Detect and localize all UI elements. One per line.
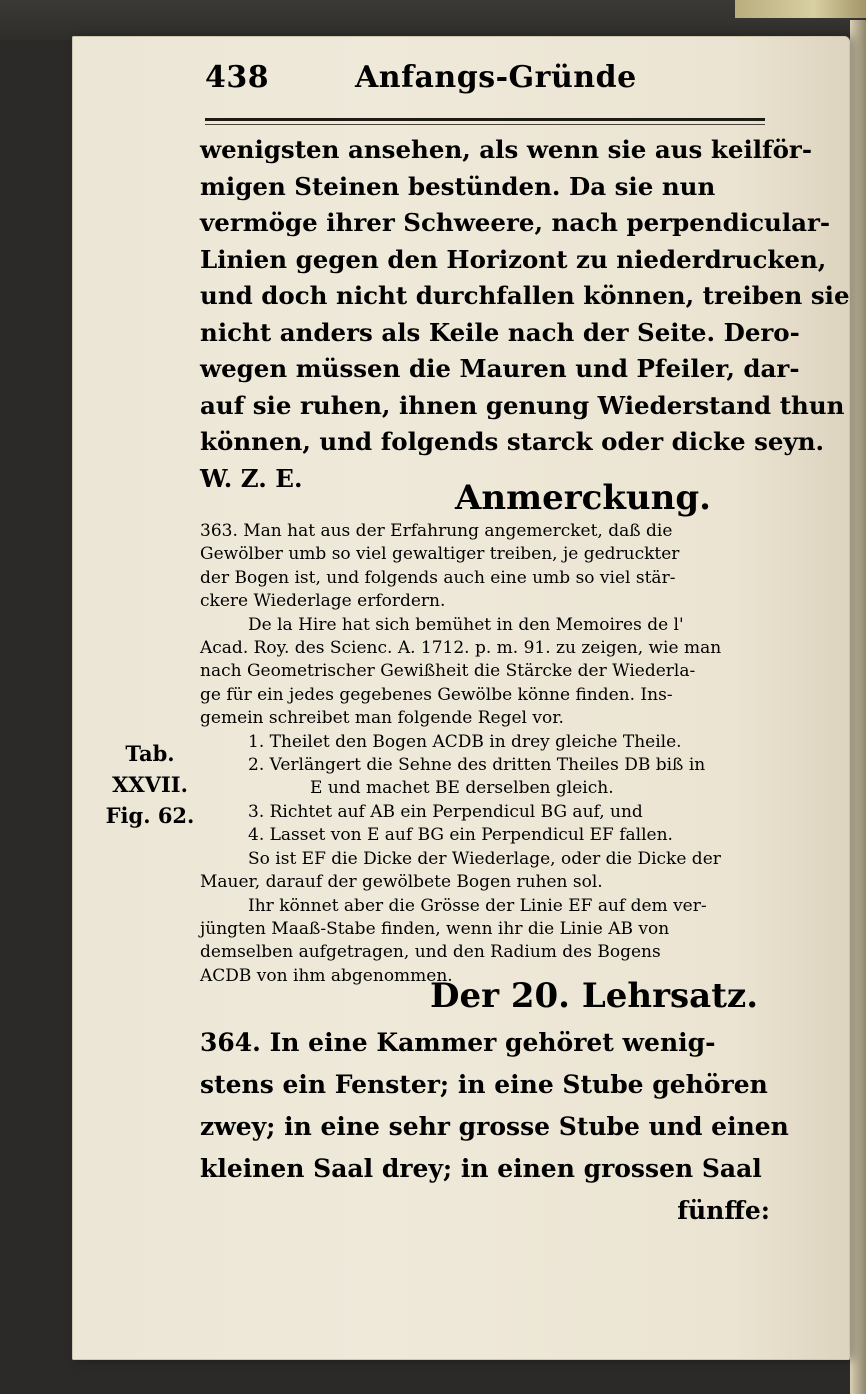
- text-line: nicht anders als Keile nach der Seite. Dero-: [200, 317, 800, 347]
- text-line: ACDB von ihm abgenommen.: [200, 965, 453, 986]
- text-line: Mauer, darauf der gewölbete Bogen ruhen sol.: [200, 872, 603, 893]
- text-line: demselben aufgetragen, und den Radium des Bogens: [200, 942, 661, 963]
- paragraph-1: [200, 132, 850, 497]
- text-line: nach Geometrischer Gewißheit die Stärcke der Wiederla-: [200, 661, 696, 682]
- remark-block: [200, 520, 775, 988]
- text-line: der Bogen ist, und folgends auch eine umb so viel stär-: [200, 567, 676, 588]
- running-title: Anfangs-Gründe: [355, 60, 637, 95]
- text-line: gemein schreibet man folgende Regel vor.: [200, 708, 564, 729]
- text-line: wenigsten ansehen, als wenn sie aus keilför-: [200, 135, 813, 164]
- text-line: Gewölber umb so viel gewaltiger treiben, je gedruckter: [200, 544, 680, 565]
- running-header: [205, 60, 765, 95]
- rule-step: 2. Verlängert die Sehne des dritten Theiles DB biß in: [248, 755, 706, 776]
- scan-background-top: [0, 0, 866, 40]
- text-line: vermöge ihrer Schweere, nach perpendicular-: [200, 208, 831, 237]
- heading-lehrsatz: Der 20. Lehrsatz.: [430, 976, 759, 1016]
- text-line: stens ein Fenster; in eine Stube gehören: [200, 1070, 768, 1099]
- text-line: ckere Wiederlage erfordern.: [200, 591, 446, 612]
- margin-note: [100, 738, 200, 831]
- text-line: jüngten Maaß-Stabe finden, wenn ihr die Linie AB von: [200, 918, 670, 939]
- rule-step: 4. Lasset von E auf BG ein Perpendicul EF fallen.: [248, 825, 673, 846]
- text-line: Acad. Roy. des Scienc. A. 1712. p. m. 91. zu zeigen, wie man: [200, 638, 722, 659]
- text-line: De la Hire hat sich bemühet in den Memoires de l': [248, 614, 684, 635]
- book-edge: [735, 0, 866, 18]
- text-line: auf sie ruhen, ihnen genung Wiederstand thun: [200, 390, 845, 420]
- text-line: Ihr könnet aber die Grösse der Linie EF auf dem ver-: [248, 895, 707, 916]
- text-line: 364. In eine Kammer gehöret wenig-: [200, 1028, 716, 1057]
- book-gutter: [850, 20, 866, 1394]
- text-line: Linien gegen den Horizont zu niederdrucken,: [200, 244, 827, 274]
- text-line: W. Z. E.: [200, 463, 303, 493]
- header-rule-thin: [205, 124, 765, 125]
- paragraph-2: [200, 1022, 789, 1232]
- text-line: zwey; in eine sehr grosse Stube und einen: [200, 1112, 789, 1141]
- rule-step: 3. Richtet auf AB ein Perpendicul BG auf, und: [248, 801, 643, 822]
- text-line: können, und folgends starck oder dicke seyn.: [200, 427, 825, 456]
- text-line: migen Steinen bestünden. Da sie nun: [200, 171, 716, 201]
- text-line: 363. Man hat aus der Erfahrung angemercket, daß die: [200, 521, 673, 541]
- text-line: kleinen Saal drey; in einen grossen Saal: [200, 1154, 762, 1183]
- margin-note-line: Tab.: [125, 741, 175, 766]
- rule-step: 1. Theilet den Bogen ACDB in drey gleiche Theile.: [248, 731, 682, 752]
- page-number: 438: [205, 60, 270, 95]
- rule-step: E und machet BE derselben gleich.: [310, 778, 614, 799]
- text-line: ge für ein jedes gegebenes Gewölbe könne finden. Ins-: [200, 684, 673, 705]
- text-line: und doch nicht durchfallen können, treiben sie: [200, 281, 850, 310]
- text-line: So ist EF die Dicke der Wiederlage, oder die Dicke der: [248, 848, 721, 869]
- margin-note-line: Fig. 62.: [105, 803, 195, 828]
- header-rule: [205, 118, 765, 121]
- margin-note-line: XXVII.: [112, 772, 188, 797]
- catchword: fünffe:: [677, 1196, 770, 1225]
- text-line: wegen müssen die Mauren und Pfeiler, dar-: [200, 354, 800, 383]
- heading-anmerkung: Anmerckung.: [455, 478, 711, 518]
